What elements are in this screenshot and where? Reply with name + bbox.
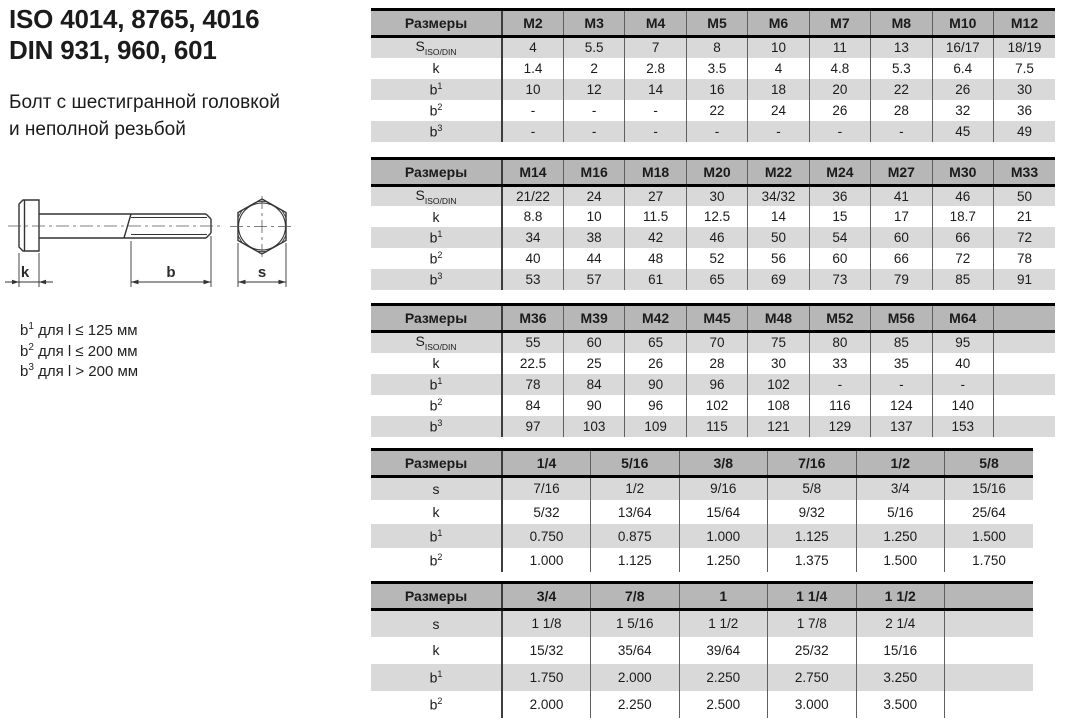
- data-row: [371, 185, 1055, 206]
- column-header: 5/8: [945, 449, 1034, 476]
- value-cell: 35: [871, 353, 932, 374]
- value-cell: 84: [502, 395, 563, 416]
- data-row: [371, 374, 1055, 395]
- header-row: [371, 10, 1055, 37]
- bolt-technical-drawing: [0, 194, 310, 316]
- value-cell: 7.5: [994, 58, 1056, 79]
- value-cell: 16: [686, 79, 747, 100]
- row-label: k: [432, 504, 440, 520]
- value-cell: 2.500: [679, 691, 768, 718]
- column-header: M52: [809, 305, 870, 332]
- value-cell: 55: [502, 332, 563, 353]
- value-cell: 0.750: [502, 524, 591, 548]
- value-cell: 121: [748, 416, 809, 437]
- data-row: [371, 664, 1033, 691]
- value-cell: 61: [625, 269, 686, 290]
- value-cell: [945, 610, 1034, 637]
- value-cell: 26: [625, 353, 686, 374]
- column-header: M3: [563, 10, 624, 37]
- value-cell: -: [563, 121, 624, 142]
- value-cell: -: [809, 121, 870, 142]
- value-cell: 4.8: [809, 58, 870, 79]
- column-header: 3/4: [502, 583, 591, 610]
- value-cell: 15/32: [502, 637, 591, 664]
- value-cell: 2.750: [768, 664, 857, 691]
- value-cell: 96: [625, 395, 686, 416]
- value-cell: 34/32: [748, 185, 809, 206]
- row-label: $S_{ISO/DIN}$: [415, 186, 457, 206]
- value-cell: 91: [994, 269, 1056, 290]
- value-cell: 1.500: [856, 548, 945, 572]
- value-cell: 22: [686, 100, 747, 121]
- value-cell: -: [686, 121, 747, 142]
- dim-label-b: b: [166, 264, 176, 281]
- row-label: $b^2$: [429, 396, 443, 414]
- standard-title-iso: ISO 4014, 8765, 4016: [9, 4, 260, 34]
- data-row: [371, 269, 1055, 290]
- value-cell: 53: [502, 269, 563, 290]
- row-label: $b^1$: [429, 527, 443, 545]
- value-cell: [945, 637, 1034, 664]
- value-cell: 12.5: [686, 206, 747, 227]
- value-cell: 21/22: [502, 185, 563, 206]
- value-cell: 10: [563, 206, 624, 227]
- data-row: [371, 610, 1033, 637]
- dimension-table-5: [371, 581, 1033, 718]
- value-cell: 35/64: [591, 637, 680, 664]
- value-cell: 8: [686, 37, 747, 58]
- value-cell: 1.000: [502, 548, 591, 572]
- value-cell: 13: [871, 37, 932, 58]
- column-header: M33: [994, 158, 1056, 185]
- column-header: M6: [748, 10, 809, 37]
- row-label: k: [432, 355, 440, 371]
- column-header: [945, 583, 1034, 610]
- column-header: M8: [871, 10, 932, 37]
- value-cell: 3.000: [768, 691, 857, 718]
- value-cell: [945, 691, 1034, 718]
- value-cell: -: [809, 374, 870, 395]
- column-header: M5: [686, 10, 747, 37]
- data-row: [371, 37, 1055, 58]
- value-cell: 1 1/2: [679, 610, 768, 637]
- value-cell: 38: [563, 227, 624, 248]
- value-cell: 21: [994, 206, 1056, 227]
- value-cell: 40: [932, 353, 993, 374]
- dimension-table-2: [371, 157, 1055, 291]
- value-cell: 18/19: [994, 37, 1056, 58]
- dimension-table-4: [371, 448, 1033, 573]
- row-label: $b^2$: [429, 250, 443, 267]
- value-cell: 22: [871, 79, 932, 100]
- value-cell: 116: [809, 395, 870, 416]
- dimension-table-1: [371, 8, 1055, 142]
- header-row: [371, 158, 1055, 185]
- column-header: M45: [686, 305, 747, 332]
- value-cell: 69: [748, 269, 809, 290]
- value-cell: 1.375: [768, 548, 857, 572]
- value-cell: 2 1/4: [856, 610, 945, 637]
- row-label: s: [432, 615, 440, 632]
- column-header: 3/8: [679, 449, 768, 476]
- value-cell: 50: [748, 227, 809, 248]
- value-cell: 137: [871, 416, 932, 437]
- value-cell: 4: [502, 37, 563, 58]
- row-label: $b^2$: [429, 101, 443, 119]
- value-cell: 103: [563, 416, 624, 437]
- row-label: $b^1$: [429, 229, 443, 246]
- value-cell: 12: [563, 79, 624, 100]
- value-cell: -: [748, 121, 809, 142]
- value-cell: -: [932, 374, 993, 395]
- column-header: M12: [994, 10, 1056, 37]
- value-cell: 25: [563, 353, 624, 374]
- row-label: k: [432, 208, 440, 225]
- value-cell: 22.5: [502, 353, 563, 374]
- value-cell: 34: [502, 227, 563, 248]
- value-cell: 5/8: [768, 476, 857, 500]
- data-row: [371, 691, 1033, 718]
- value-cell: 24: [563, 185, 624, 206]
- value-cell: 1.750: [502, 664, 591, 691]
- value-cell: 40: [502, 248, 563, 269]
- value-cell: 27: [625, 185, 686, 206]
- value-cell: 32: [932, 100, 993, 121]
- standard-title-din: DIN 931, 960, 601: [9, 34, 217, 65]
- value-cell: 9/16: [679, 476, 768, 500]
- value-cell: 5.5: [563, 37, 624, 58]
- data-row: [371, 395, 1055, 416]
- row-label: $b^2$: [429, 551, 443, 569]
- value-cell: 78: [502, 374, 563, 395]
- row-label: $b^3$: [429, 417, 443, 435]
- value-cell: 46: [932, 185, 993, 206]
- value-cell: 46: [686, 227, 747, 248]
- value-cell: 60: [563, 332, 624, 353]
- value-cell: 39/64: [679, 637, 768, 664]
- value-cell: 14: [748, 206, 809, 227]
- value-cell: 49: [994, 121, 1056, 142]
- data-row: [371, 121, 1055, 142]
- value-cell: 45: [932, 121, 993, 142]
- data-row: [371, 206, 1055, 227]
- value-cell: 6.4: [932, 58, 993, 79]
- value-cell: 1 5/16: [591, 610, 680, 637]
- dimension-table-3: [371, 303, 1055, 437]
- value-cell: 1.125: [591, 548, 680, 572]
- value-cell: 11.5: [625, 206, 686, 227]
- value-cell: 17: [871, 206, 932, 227]
- footnotes: [20, 320, 138, 382]
- value-cell: 102: [748, 374, 809, 395]
- value-cell: 42: [625, 227, 686, 248]
- row-label: $S_{ISO/DIN}$: [415, 333, 457, 353]
- data-row: [371, 248, 1055, 269]
- value-cell: -: [502, 100, 563, 121]
- value-cell: 153: [932, 416, 993, 437]
- value-cell: 85: [871, 332, 932, 353]
- sizes-header-label: Размеры: [371, 158, 502, 185]
- value-cell: 124: [871, 395, 932, 416]
- value-cell: 1.4: [502, 58, 563, 79]
- value-cell: 18: [748, 79, 809, 100]
- row-label: s: [432, 480, 440, 497]
- column-header: 7/8: [591, 583, 680, 610]
- value-cell: 3.500: [856, 691, 945, 718]
- value-cell: [994, 416, 1056, 437]
- data-row: [371, 637, 1033, 664]
- value-cell: -: [563, 100, 624, 121]
- value-cell: [994, 332, 1056, 353]
- value-cell: 95: [932, 332, 993, 353]
- data-row: [371, 58, 1055, 79]
- value-cell: 80: [809, 332, 870, 353]
- sizes-header-label: Размеры: [371, 305, 502, 332]
- value-cell: -: [625, 100, 686, 121]
- value-cell: 90: [625, 374, 686, 395]
- data-row: [371, 100, 1055, 121]
- value-cell: 7: [625, 37, 686, 58]
- data-row: [371, 353, 1055, 374]
- product-description: [9, 90, 365, 142]
- value-cell: 2.000: [502, 691, 591, 718]
- column-header: 1 1/4: [768, 583, 857, 610]
- value-cell: 11: [809, 37, 870, 58]
- value-cell: 52: [686, 248, 747, 269]
- value-cell: 13/64: [591, 500, 680, 524]
- value-cell: 1.250: [856, 524, 945, 548]
- product-description-line1: Болт с шестигранной головкой: [9, 92, 280, 114]
- header-row: [371, 449, 1033, 476]
- value-cell: 75: [748, 332, 809, 353]
- data-row: [371, 500, 1033, 524]
- column-header: M56: [871, 305, 932, 332]
- value-cell: [994, 395, 1056, 416]
- row-label: $b^3$: [429, 122, 443, 140]
- data-row: [371, 332, 1055, 353]
- value-cell: 2.000: [591, 664, 680, 691]
- column-header: M27: [871, 158, 932, 185]
- column-header: 7/16: [768, 449, 857, 476]
- footnote: $b^1$ для l ≤ 125 мм: [20, 321, 138, 339]
- value-cell: 72: [994, 227, 1056, 248]
- value-cell: 65: [686, 269, 747, 290]
- value-cell: 5/16: [856, 500, 945, 524]
- footnote: $b^3$ для l > 200 мм: [20, 362, 139, 380]
- value-cell: [945, 664, 1034, 691]
- column-header: M39: [563, 305, 624, 332]
- value-cell: 26: [809, 100, 870, 121]
- value-cell: -: [871, 374, 932, 395]
- value-cell: 73: [809, 269, 870, 290]
- value-cell: 3/4: [856, 476, 945, 500]
- column-header: M14: [502, 158, 563, 185]
- value-cell: 1 1/8: [502, 610, 591, 637]
- value-cell: 3.5: [686, 58, 747, 79]
- value-cell: 9/32: [768, 500, 857, 524]
- value-cell: 2: [563, 58, 624, 79]
- value-cell: 1.000: [679, 524, 768, 548]
- value-cell: 26: [932, 79, 993, 100]
- sizes-header-label: Размеры: [371, 10, 502, 37]
- value-cell: 50: [994, 185, 1056, 206]
- value-cell: 1.125: [768, 524, 857, 548]
- value-cell: 24: [748, 100, 809, 121]
- value-cell: 108: [748, 395, 809, 416]
- value-cell: 15/16: [856, 637, 945, 664]
- row-label: $b^3$: [429, 271, 443, 288]
- value-cell: 25/64: [945, 500, 1034, 524]
- dim-label-k: k: [20, 264, 30, 281]
- value-cell: 60: [809, 248, 870, 269]
- value-cell: 41: [871, 185, 932, 206]
- value-cell: 2.8: [625, 58, 686, 79]
- column-header: M18: [625, 158, 686, 185]
- value-cell: 84: [563, 374, 624, 395]
- value-cell: 78: [994, 248, 1056, 269]
- value-cell: 1.750: [945, 548, 1034, 572]
- value-cell: -: [871, 121, 932, 142]
- row-label: $b^1$: [429, 668, 443, 686]
- value-cell: 44: [563, 248, 624, 269]
- value-cell: 102: [686, 395, 747, 416]
- value-cell: 18.7: [932, 206, 993, 227]
- value-cell: 5/32: [502, 500, 591, 524]
- data-row: [371, 416, 1055, 437]
- value-cell: 28: [686, 353, 747, 374]
- value-cell: 10: [748, 37, 809, 58]
- row-label: $b^1$: [429, 80, 443, 98]
- value-cell: 36: [994, 100, 1056, 121]
- column-header: M10: [932, 10, 993, 37]
- column-header: M64: [932, 305, 993, 332]
- value-cell: 28: [871, 100, 932, 121]
- value-cell: 30: [994, 79, 1056, 100]
- column-header: M48: [748, 305, 809, 332]
- value-cell: 15/64: [679, 500, 768, 524]
- dimension-tables: [371, 8, 1061, 718]
- left-panel: [9, 4, 365, 143]
- value-cell: 0.875: [591, 524, 680, 548]
- value-cell: 30: [686, 185, 747, 206]
- column-header: M4: [625, 10, 686, 37]
- column-header: 1/4: [502, 449, 591, 476]
- value-cell: 57: [563, 269, 624, 290]
- value-cell: 16/17: [932, 37, 993, 58]
- column-header: 5/16: [591, 449, 680, 476]
- value-cell: 3.250: [856, 664, 945, 691]
- column-header: M42: [625, 305, 686, 332]
- value-cell: 109: [625, 416, 686, 437]
- value-cell: 8.8: [502, 206, 563, 227]
- value-cell: 2.250: [591, 691, 680, 718]
- value-cell: 15: [809, 206, 870, 227]
- value-cell: 66: [871, 248, 932, 269]
- value-cell: 85: [932, 269, 993, 290]
- column-header: M7: [809, 10, 870, 37]
- value-cell: -: [625, 121, 686, 142]
- column-header: M30: [932, 158, 993, 185]
- value-cell: 7/16: [502, 476, 591, 500]
- value-cell: 14: [625, 79, 686, 100]
- row-label: $b^1$: [429, 375, 443, 393]
- column-header: 1 1/2: [856, 583, 945, 610]
- value-cell: 33: [809, 353, 870, 374]
- value-cell: 56: [748, 248, 809, 269]
- value-cell: 1.500: [945, 524, 1034, 548]
- dim-label-s: s: [257, 264, 267, 281]
- value-cell: 1/2: [591, 476, 680, 500]
- product-description-line2: и неполной резьбой: [9, 118, 186, 140]
- value-cell: 72: [932, 248, 993, 269]
- value-cell: 2.250: [679, 664, 768, 691]
- value-cell: 60: [871, 227, 932, 248]
- sizes-header-label: Размеры: [371, 583, 502, 610]
- value-cell: 96: [686, 374, 747, 395]
- value-cell: 54: [809, 227, 870, 248]
- value-cell: [994, 353, 1056, 374]
- column-header: M24: [809, 158, 870, 185]
- value-cell: 30: [748, 353, 809, 374]
- header-row: [371, 583, 1033, 610]
- value-cell: 36: [809, 185, 870, 206]
- value-cell: 15/16: [945, 476, 1034, 500]
- value-cell: 70: [686, 332, 747, 353]
- data-row: [371, 79, 1055, 100]
- column-header: M22: [748, 158, 809, 185]
- value-cell: 97: [502, 416, 563, 437]
- value-cell: 115: [686, 416, 747, 437]
- sizes-header-label: Размеры: [371, 449, 502, 476]
- value-cell: 48: [625, 248, 686, 269]
- bolt-head-profile: [19, 200, 39, 251]
- value-cell: 5.3: [871, 58, 932, 79]
- value-cell: 66: [932, 227, 993, 248]
- column-header: M20: [686, 158, 747, 185]
- value-cell: 20: [809, 79, 870, 100]
- value-cell: 1 7/8: [768, 610, 857, 637]
- column-header: [994, 305, 1056, 332]
- header-row: [371, 305, 1055, 332]
- value-cell: 4: [748, 58, 809, 79]
- value-cell: -: [502, 121, 563, 142]
- data-row: [371, 548, 1033, 572]
- value-cell: 90: [563, 395, 624, 416]
- column-header: M2: [502, 10, 563, 37]
- footnote: $b^2$ для l ≤ 200 мм: [20, 341, 138, 360]
- value-cell: 10: [502, 79, 563, 100]
- column-header: 1/2: [856, 449, 945, 476]
- value-cell: 140: [932, 395, 993, 416]
- column-header: M16: [563, 158, 624, 185]
- data-row: [371, 524, 1033, 548]
- value-cell: 1.250: [679, 548, 768, 572]
- column-header: 1: [679, 583, 768, 610]
- value-cell: [994, 374, 1056, 395]
- value-cell: 129: [809, 416, 870, 437]
- column-header: M36: [502, 305, 563, 332]
- value-cell: 65: [625, 332, 686, 353]
- row-label: k: [432, 60, 440, 76]
- data-row: [371, 476, 1033, 500]
- value-cell: 25/32: [768, 637, 857, 664]
- row-label: k: [432, 642, 440, 658]
- row-label: $b^2$: [429, 695, 443, 713]
- row-label: $S_{ISO/DIN}$: [415, 38, 457, 58]
- data-row: [371, 227, 1055, 248]
- value-cell: 79: [871, 269, 932, 290]
